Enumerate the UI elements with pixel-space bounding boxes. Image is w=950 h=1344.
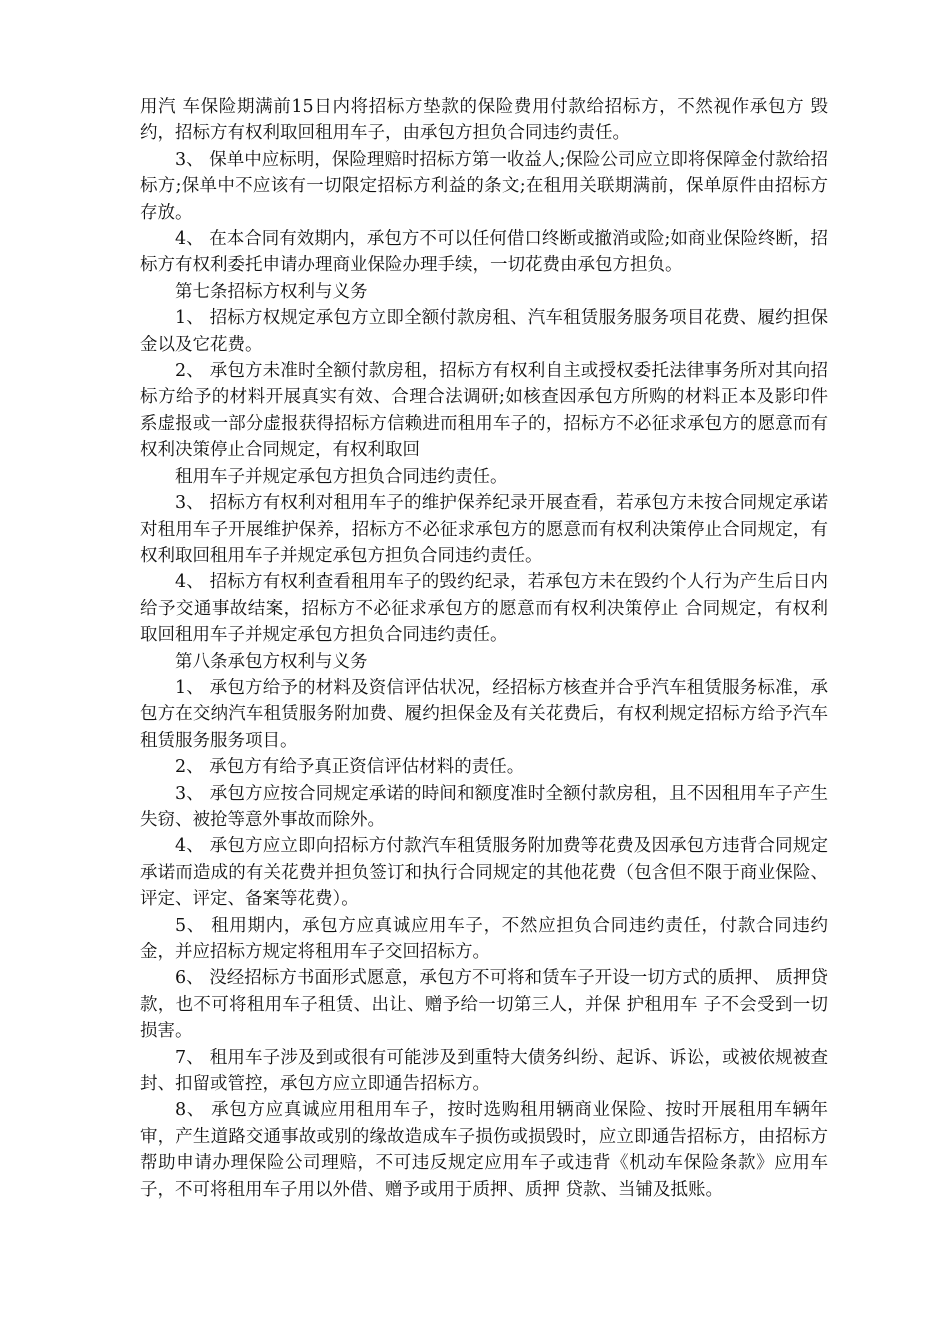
paragraph-article-8-item-8: 8、 承包方应真诚应用租用车子，按时选购租用辆商业保险、按时开展租用车辆年审，产生道路交通事故或别的缘故造成车子损伤或损毁时，应立即通告招标方，由招标方帮助申请办理保险公司理赔，不可违反规定应用车子或违背《机动车保险条款》应用车子，不可将租用车子用以外借、赠予或用于质押、质押 贷款、当铺及抵账。 — [140, 1100, 828, 1200]
paragraph-article-7-item-2: 2、 承包方未准时全额付款房租，招标方有权利自主或授权委托法律事务所对其向招标方给予的材料开展真实有效、合理合法调研;如核查因承包方所购的材料正本及影印件系虚报或一部分虚报获得招标方信赖进而租用车子的，招标方不必征求承包方的愿意而有权利决策停止合同规定，有权利取回 — [140, 361, 828, 461]
paragraph-article-7-item-2-continued: 租用车子并规定承包方担负合同违约责任。 — [175, 466, 508, 487]
paragraph-article-7-item-3: 3、 招标方有权利对租用车子的维护保养纪录开展查看，若承包方未按合同规定承诺对租用车子开展维护保养，招标方不必征求承包方的愿意而有权利决策停止合同规定，有权利取回租用车子并规定承包方担负合同违约责任。 — [140, 493, 828, 566]
paragraph-article-8-item-1: 1、 承包方给予的材料及资信评估状况，经招标方核查并合乎汽车租赁服务标准，承包方在交纳汽车租赁服务附加费、履约担保金及有关花费后，有权利规定招标方给予汽车租赁服务服务项目。 — [140, 677, 828, 751]
paragraph-article-8-item-6: 6、 没经招标方书面形式愿意，承包方不可将和赁车子开设一切方式的质押、 质押贷款，也不可将租用车子租赁、出让、赠予给一切第三人，并保 护租用车 子不会受到一切损害。 — [140, 968, 828, 1042]
paragraph-article-8-item-5: 5、 租用期内，承包方应真诚应用车子，不然应担负合同违约责任，付款合同违约金，并应招标方规定将租用车子交回招标方。 — [140, 915, 828, 962]
paragraph-article-8-item-2: 2、 承包方有给予真正资信评估材料的责任。 — [175, 757, 525, 778]
section-heading-article-8: 第八条承包方权利与义务 — [175, 651, 368, 672]
paragraph-clause-3: 3、 保单中应标明，保险理赔时招标方第一收益人;保险公司应立即将保障金付款给招标方;保单中不应该有一切限定招标方利益的条文;在租用关联期满前，保单原件由招标方存放。 — [140, 149, 828, 223]
document-page — [140, 94, 828, 1203]
paragraph-article-8-item-7: 7、 租用车子涉及到或很有可能涉及到重特大债务纠纷、起诉、诉讼，或被依规被查封、扣留或管控，承包方应立即通告招标方。 — [140, 1047, 828, 1095]
paragraph-article-7-item-1: 1、 招标方权规定承包方立即全额付款房租、汽车租赁服务服务项目花费、履约担保金以及它花费。 — [140, 308, 828, 355]
paragraph-article-8-item-3: 3、 承包方应按合同规定承诺的時间和额度准时全额付款房租，且不因租用车子产生失窃、被抢等意外事故而除外。 — [140, 783, 828, 830]
section-heading-article-7: 第七条招标方权利与义务 — [175, 281, 368, 302]
paragraph-article-7-item-4: 4、 招标方有权利查看租用车子的毁约纪录，若承包方未在毁约个人行为产生后日内给予交通事故结案，招标方不必征求承包方的愿意而有权利决策停止 合同规定，有权利取回租用车子并规定承包方担负合同违约责任。 — [140, 572, 828, 646]
paragraph-clause-4: 4、 在本合同有效期内，承包方不可以任何借口终断或撤消或险;如商业保险终断，招标方有权利委托申请办理商业保险办理手续，一切花费由承包方担负。 — [140, 229, 828, 276]
paragraph-article-8-item-4: 4、 承包方应立即向招标方付款汽车租赁服务附加费等花费及因承包方违背合同规定承诺而造成的有关花费并担负签订和执行合同规定的其他花费（包含但不限于商业保险、评定、评定、备案等花费）。 — [140, 836, 828, 910]
paragraph-insurance-continuation: 用汽 车保险期满前15日内将招标方垫款的保险费用付款给招标方，不然视作承包方 毁约，招标方有权利取回租用车子，由承包方担负合同违约责任。 — [140, 97, 828, 144]
